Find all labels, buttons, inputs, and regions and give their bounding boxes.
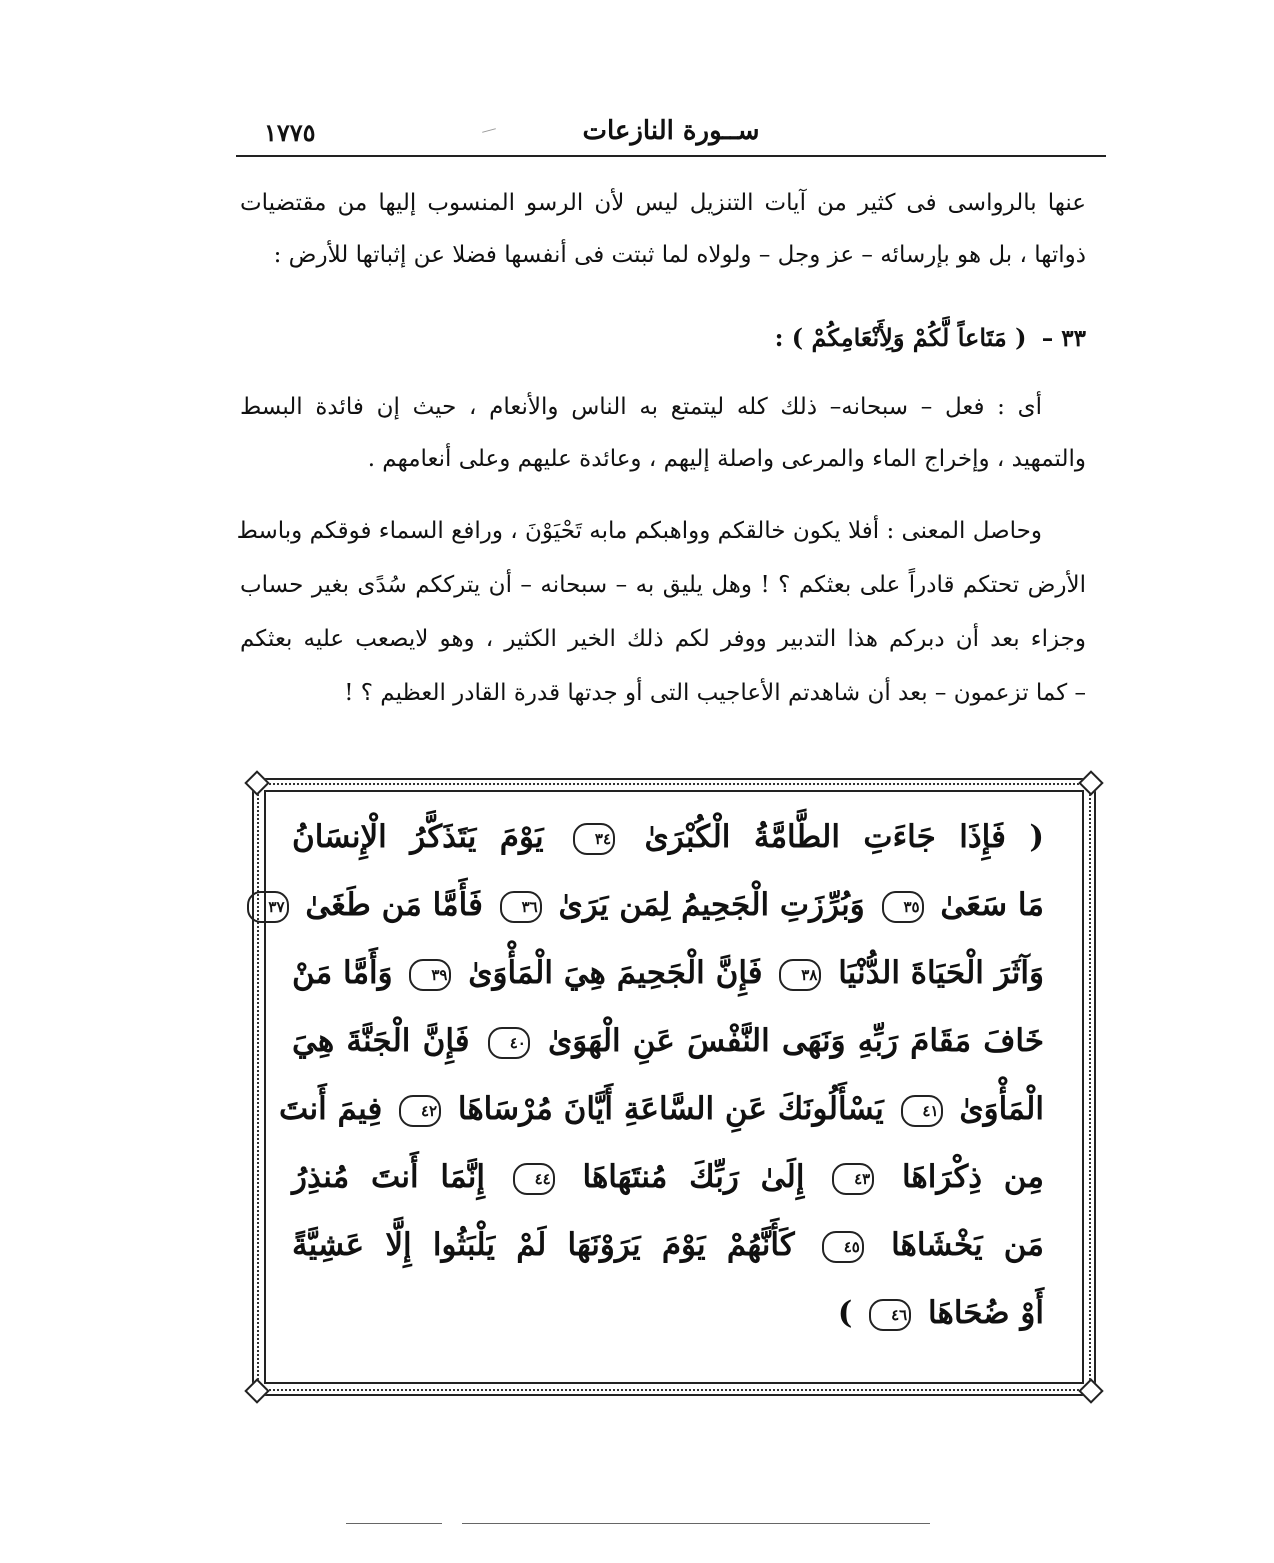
commentary-paragraph-3	[236, 516, 1086, 732]
verse-line	[292, 1288, 1044, 1338]
verse-text: يَسْأَلُونَكَ عَنِ السَّاعَةِ أَيَّانَ مُرْسَاهَا	[457, 1091, 884, 1127]
footer-rule	[346, 1523, 442, 1524]
verse-text: ( فَإِذَا جَاءَتِ الطَّامَّةُ الْكُبْرَىٰ	[644, 819, 1044, 855]
closing-bracket: )	[837, 1295, 853, 1331]
ayah-number-marker: ٤٢	[399, 1095, 441, 1127]
verse-text: وَأَمَّا مَنْ	[292, 955, 393, 991]
verse-quote: ( مَتَاعاً لَّكُمْ وَلِأَنْعَامِكُمْ ) :	[774, 323, 1027, 352]
verse-text: مَا سَعَىٰ	[940, 887, 1044, 923]
verse-line	[268, 880, 1044, 930]
ayah-number-marker: ٣٥	[882, 891, 924, 923]
ayah-number-marker: ٣٩	[409, 959, 451, 991]
verse-text: وَبُرِّزَتِ الْجَحِيمُ لِمَن يَرَىٰ	[558, 887, 865, 923]
verse-line	[292, 1016, 1044, 1066]
ayah-number-marker: ٣٦	[500, 891, 542, 923]
text-line: عنها بالرواسى فى كثير من آيات التنزيل ليس لأن الرسو المنسوب إليها من مقتضيات	[240, 190, 1086, 216]
header-rule	[236, 155, 1106, 157]
ayah-number-marker: ٣٨	[779, 959, 821, 991]
page-header	[236, 112, 1106, 156]
verse-line	[292, 948, 1044, 998]
commentary-paragraph-2	[240, 392, 1086, 496]
text-line: وجزاء بعد أن دبركم هذا التدبير ووفر لكم ذلك الخير الكثير ، وهو لايصعب عليه بعثكم	[240, 626, 1086, 652]
commentary-paragraph-1	[240, 188, 1086, 292]
verse-text: خَافَ مَقَامَ رَبِّهِ وَنَهَى النَّفْسَ عَنِ الْهَوَىٰ	[548, 1023, 1045, 1059]
ayah-number-marker: ٤١	[901, 1095, 943, 1127]
quran-verses	[268, 812, 1045, 1356]
footer-rule	[462, 1523, 930, 1524]
surah-title: ســورة النازعات	[582, 116, 760, 146]
verse-text: مَن يَخْشَاهَا	[891, 1227, 1045, 1263]
text-line: وحاصل المعنى : أفلا يكون خالقكم وواهبكم مابه تَحْيَوْنَ ، ورافع السماء فوقكم وباسط	[236, 518, 1042, 544]
verse-text: إِنَّمَا أَنتَ مُنذِرُ	[292, 1159, 485, 1195]
ayah-number-marker: ٤٥	[822, 1231, 864, 1263]
verse-text: وَآثَرَ الْحَيَاةَ الدُّنْيَا	[838, 955, 1045, 991]
verse-number: ٣٣ –	[1041, 325, 1086, 352]
verse-text: إِلَىٰ رَبِّكَ مُنتَهَاهَا	[582, 1159, 805, 1195]
text-line: الأرض تحتكم قادراً على بعثكم ؟ ! وهل يليق به – سبحانه – أن يترككم سُدًى بغير حساب	[240, 572, 1086, 598]
text-line: ذواتها ، بل هو بإرسائه – عز وجل – ولولاه لما ثبتت فى أنفسها فضلا عن إثباتها للأرض :	[273, 242, 1086, 268]
ayah-number-marker: ٣٤	[573, 823, 615, 855]
page-number: ١٧٧٥	[264, 118, 316, 147]
ayah-number-marker: ٤٣	[832, 1163, 874, 1195]
verse-text: مِن ذِكْرَاهَا	[901, 1159, 1044, 1195]
ayah-number-marker: ٣٧	[247, 891, 289, 923]
verse-text: أَوْ ضُحَاهَا	[928, 1295, 1044, 1331]
ayah-number-marker: ٤٦	[869, 1299, 911, 1331]
text-line: والتمهيد ، وإخراج الماء والمرعى واصلة إليهم ، وعائدة عليهم وعلى أنعامهم .	[367, 446, 1086, 472]
verse-text: يَوْمَ يَتَذَكَّرُ الْإِنسَانُ	[292, 819, 544, 855]
verse-text: فِيمَ أَنتَ	[279, 1091, 383, 1127]
verse-line	[292, 1152, 1044, 1202]
verse-text: كَأَنَّهُمْ يَوْمَ يَرَوْنَهَا لَمْ يَلْبَثُوا إِلَّا عَشِيَّةً	[292, 1227, 795, 1263]
verse-reference	[240, 323, 1086, 354]
ayah-number-marker: ٤٤	[513, 1163, 555, 1195]
verse-text: فَأَمَّا مَن طَغَىٰ	[305, 887, 483, 923]
text-line: – كما تزعمون – بعد أن شاهدتم الأعاجيب التى أو جدتها قدرة القادر العظيم ؟ !	[344, 680, 1086, 706]
verse-text: فَإِنَّ الْجَحِيمَ هِيَ الْمَأْوَىٰ	[468, 955, 763, 991]
ayah-number-marker: ٤٠	[488, 1027, 530, 1059]
verse-line	[292, 1220, 1044, 1270]
verse-line	[279, 1084, 1044, 1134]
verse-text: الْمَأْوَىٰ	[959, 1091, 1044, 1127]
verse-text: فَإِنَّ الْجَنَّةَ هِيَ	[292, 1023, 470, 1059]
text-line: أى : فعل – سبحانه– ذلك كله ليتمتع به الناس والأنعام ، حيث إن فائدة البسط	[240, 394, 1042, 420]
verse-line	[292, 812, 1044, 862]
